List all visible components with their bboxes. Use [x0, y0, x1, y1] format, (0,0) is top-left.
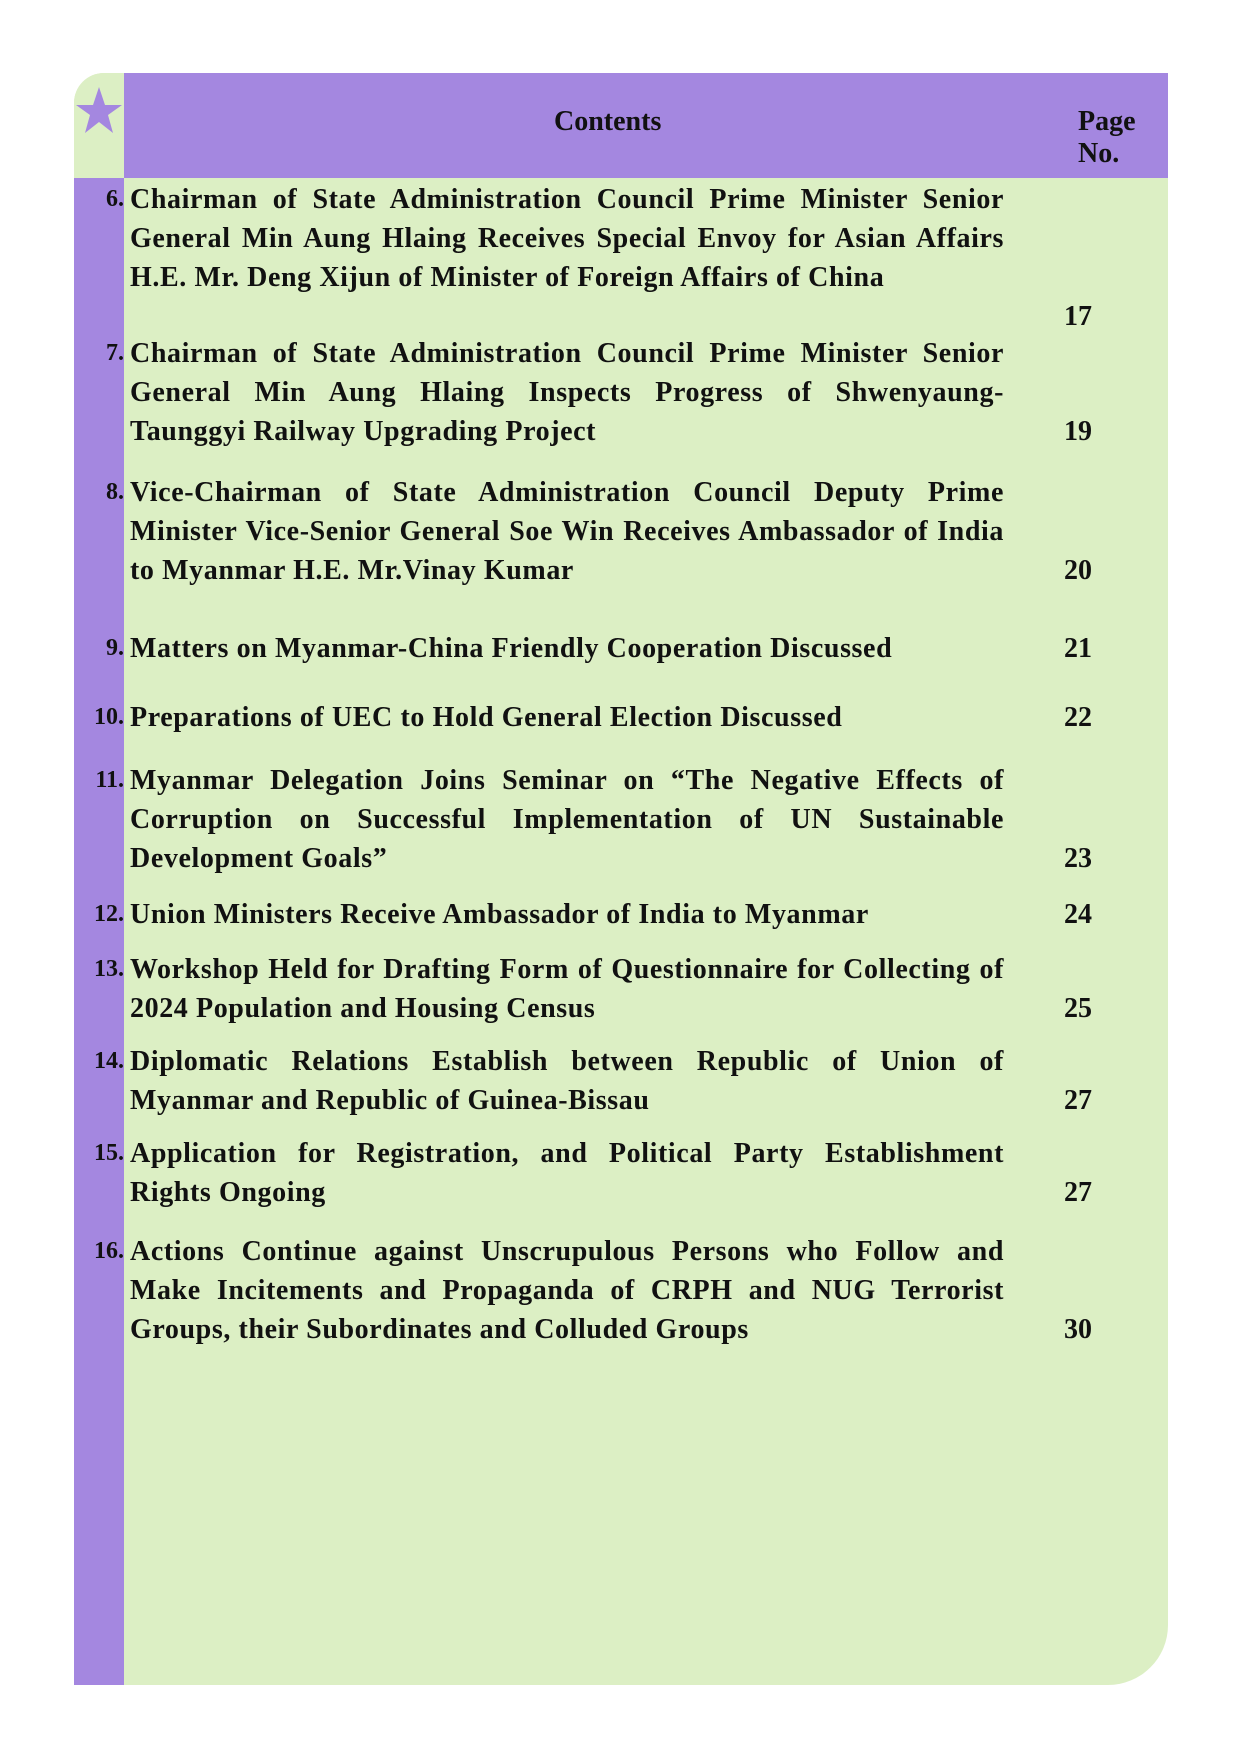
entry-page: 17: [1064, 301, 1092, 332]
entry-number: 16.: [94, 1238, 124, 1264]
entry-page: 27: [1064, 1085, 1092, 1116]
entry-title: Actions Continue against Unscrupulous Persons who Follow and Make Incitements and Propaganda of CRPH and NUG Terrorist Groups, their Subordinates and Colluded Groups: [130, 1236, 1004, 1345]
entry-number: 7.: [106, 340, 124, 366]
entry-title: Diplomatic Relations Establish between Republic of Union of Myanmar and Republic of Guinea-Bissau: [130, 1046, 1004, 1116]
entry-page: 23: [1064, 843, 1092, 874]
entry-page: 22: [1064, 702, 1092, 733]
entry-page: 21: [1064, 633, 1092, 664]
contents-panel: [74, 73, 1168, 1685]
entry-title: Chairman of State Administration Council Prime Minister Senior General Min Aung Hlaing Receives Special Envoy for Asian Affairs H.E. Mr. Deng Xijun of Minister of Foreign Affairs of China: [130, 184, 1004, 293]
entry-page: 30: [1064, 1314, 1092, 1345]
star-icon: [74, 79, 124, 139]
entry-title: Preparations of UEC to Hold General Election Discussed: [130, 702, 843, 733]
entry-title: Workshop Held for Drafting Form of Questionnaire for Collecting of 2024 Population and Housing Census: [130, 954, 1004, 1024]
entry-number: 12.: [94, 901, 124, 927]
contents-heading: Contents: [554, 106, 662, 137]
entry-number: 8.: [106, 479, 124, 505]
contents-header: [124, 73, 1168, 178]
entry-number: 14.: [94, 1048, 124, 1074]
corner-block: [74, 73, 124, 178]
entry-number: 11.: [95, 767, 124, 793]
entry-title: Vice-Chairman of State Administration Council Deputy Prime Minister Vice-Senior General Soe Win Receives Ambassador of India to Myanmar H.E. Mr.Vinay Kumar: [130, 477, 1004, 586]
entry-number: 15.: [94, 1140, 124, 1166]
entry-page: 25: [1064, 993, 1092, 1024]
entry-title: Application for Registration, and Political Party Establishment Rights Ongoing: [130, 1138, 1004, 1208]
entry-page: 24: [1064, 899, 1092, 930]
entry-page: 27: [1064, 1177, 1092, 1208]
entry-title: Matters on Myanmar-China Friendly Cooperation Discussed: [130, 633, 893, 664]
entry-title: Myanmar Delegation Joins Seminar on “The Negative Effects of Corruption on Successful Implementation of UN Sustainable Development Goals”: [130, 765, 1004, 874]
entry-title: Chairman of State Administration Council Prime Minister Senior General Min Aung Hlaing Inspects Progress of Shwenyaung-Taunggyi Railway Upgrading Project: [130, 338, 1004, 447]
entry-number: 10.: [94, 704, 124, 730]
page-number-heading: Page No.: [1078, 106, 1136, 169]
entry-number: 6.: [106, 186, 124, 212]
entry-number: 9.: [106, 635, 124, 661]
entry-title: Union Ministers Receive Ambassador of India to Myanmar: [130, 899, 869, 930]
entry-page: 19: [1064, 416, 1092, 447]
entry-number: 13.: [94, 956, 124, 982]
entry-page: 20: [1064, 555, 1092, 586]
